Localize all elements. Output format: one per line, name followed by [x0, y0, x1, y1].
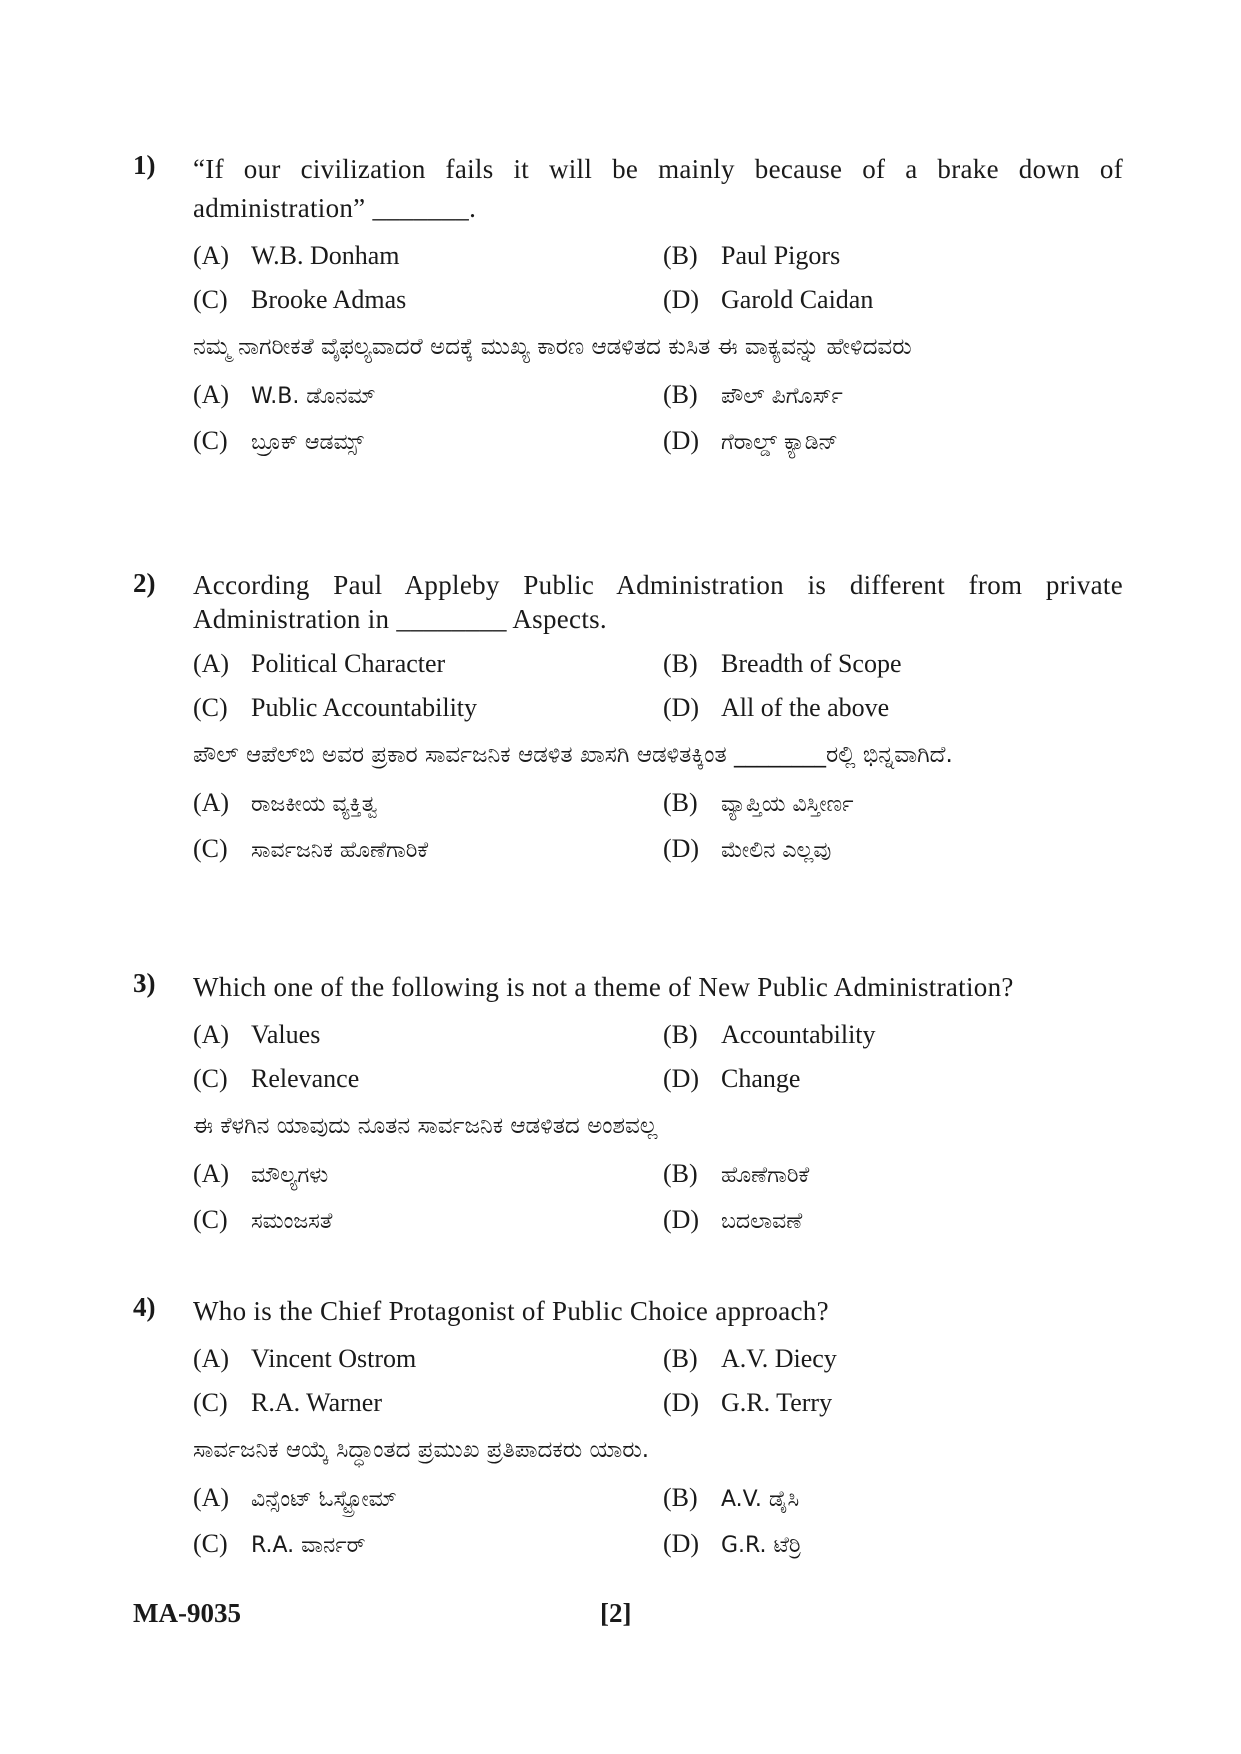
option-b: (B) A.V. Diecy	[663, 1344, 837, 1373]
options-kannada	[193, 373, 1123, 465]
question-number: 4)	[133, 1292, 156, 1322]
question-number: 3)	[133, 968, 156, 998]
question-text-kannada: ಈ ಕೆಳಗಿನ ಯಾವುದು ನೂತನ ಸಾರ್ವಜನಿಕ ಆಡಳಿತದ ಅಂಶವಲ್ಲ	[193, 1113, 658, 1139]
question-text: “If our civilization fails it will be mainly because of a brake down of administration” _______.	[193, 154, 1123, 223]
option-d-kannada: (D) G.R. ಟೆರ್ರಿ	[663, 1529, 802, 1558]
question-number: 2)	[133, 568, 156, 598]
page-number: [2]	[600, 1598, 632, 1628]
option-a-kannada: (A) W.B. ಡೊನಮ್	[193, 380, 376, 409]
question-3	[133, 968, 1123, 1250]
question-4	[133, 1292, 1123, 1574]
option-c-kannada: (C) R.A. ವಾರ್ನರ್	[193, 1529, 366, 1558]
option-d: (D) Change	[663, 1064, 801, 1093]
option-c: (C) Relevance	[193, 1064, 360, 1093]
option-a: (A) Political Character	[193, 649, 446, 678]
option-c-kannada: (C) ಸಾರ್ವಜನಿಕ ಹೊಣೆಗಾರಿಕೆ	[193, 834, 429, 863]
option-d-kannada: (D) ಮೇಲಿನ ಎಲ್ಲವು	[663, 834, 832, 863]
option-b-kannada: (B) ಪೌಲ್ ಪಿಗೊರ್ಸ್	[663, 380, 843, 409]
options-english	[193, 642, 1123, 730]
question-text: Which one of the following is not a theme of New Public Administration?	[193, 972, 1014, 1002]
question-text: According Paul Appleby Public Administration is different from private Administration in ________ Aspects.	[193, 570, 1123, 634]
question-text-kannada: ಸಾರ್ವಜನಿಕ ಆಯ್ಕೆ ಸಿದ್ಧಾಂತದ ಪ್ರಮುಖ ಪ್ರತಿಪಾದಕರು ಯಾರು.	[193, 1437, 650, 1463]
question-1	[133, 150, 1123, 471]
options-english	[193, 234, 1123, 322]
option-c-kannada: (C) ಬ್ರೂಕ್ ಆಡಮ್ಸ್	[193, 426, 364, 455]
option-b-kannada: (B) A.V. ಡೈಸಿ	[663, 1483, 800, 1512]
question-2	[133, 568, 1123, 879]
option-d-kannada: (D) ಬದಲಾವಣೆ	[663, 1205, 803, 1234]
option-a-kannada: (A) ರಾಜಕೀಯ ವ್ಯಕ್ತಿತ್ವ	[193, 788, 378, 817]
question-text-kannada: ನಮ್ಮ ನಾಗರೀಕತೆ ವೈಫಲ್ಯವಾದರೆ ಅದಕ್ಕೆ ಮುಖ್ಯ ಕಾರಣ ಆಡಳಿತದ ಕುಸಿತ ಈ ವಾಕ್ಯವನ್ನು ಹೇಳಿದವರು	[193, 334, 912, 360]
question-text: Who is the Chief Protagonist of Public Choice approach?	[193, 1296, 829, 1326]
options-english	[193, 1013, 1123, 1101]
question-text-kannada: ಪೌಲ್ ಆಪೆಲ್‌ಬಿ ಅವರ ಪ್ರಕಾರ ಸಾರ್ವಜನಿಕ ಆಡಳಿತ ಖಾಸಗಿ ಆಡಳಿತಕ್ಕಿಂತ ________ರಲ್ಲಿ ಭಿನ್ನವಾಗಿದೆ.	[193, 742, 953, 768]
option-d: (D) Garold Caidan	[663, 285, 874, 314]
options-kannada	[193, 781, 1123, 873]
option-b-kannada: (B) ಹೊಣೆಗಾರಿಕೆ	[663, 1159, 810, 1188]
option-a-kannada: (A) ವಿನ್ಸೆಂಟ್ ಓಸ್ಟ್ರೋಮ್	[193, 1483, 397, 1512]
options-kannada	[193, 1476, 1123, 1568]
option-c: (C) R.A. Warner	[193, 1388, 383, 1417]
option-b: (B) Accountability	[663, 1020, 876, 1049]
option-b: (B) Paul Pigors	[663, 241, 841, 270]
option-c: (C) Brooke Admas	[193, 285, 407, 314]
option-c-kannada: (C) ಸಮಂಜಸತೆ	[193, 1205, 333, 1234]
options-kannada	[193, 1152, 1123, 1244]
question-number: 1)	[133, 150, 156, 180]
option-b-kannada: (B) ವ್ಯಾಪ್ತಿಯ ವಿಸ್ತೀರ್ಣ	[663, 788, 854, 817]
option-a: (A) Vincent Ostrom	[193, 1344, 417, 1373]
option-a: (A) Values	[193, 1020, 321, 1049]
option-a-kannada: (A) ಮೌಲ್ಯಗಳು	[193, 1159, 329, 1188]
option-d: (D) G.R. Terry	[663, 1388, 833, 1417]
option-b: (B) Breadth of Scope	[663, 649, 902, 678]
option-a: (A) W.B. Donham	[193, 241, 400, 270]
paper-code: MA-9035	[133, 1598, 241, 1628]
option-c: (C) Public Accountability	[193, 693, 478, 722]
option-d-kannada: (D) ಗೆರಾಲ್ಡ್ ಕ್ಯಾಡಿನ್	[663, 426, 838, 455]
options-english	[193, 1337, 1123, 1425]
option-d: (D) All of the above	[663, 693, 890, 722]
